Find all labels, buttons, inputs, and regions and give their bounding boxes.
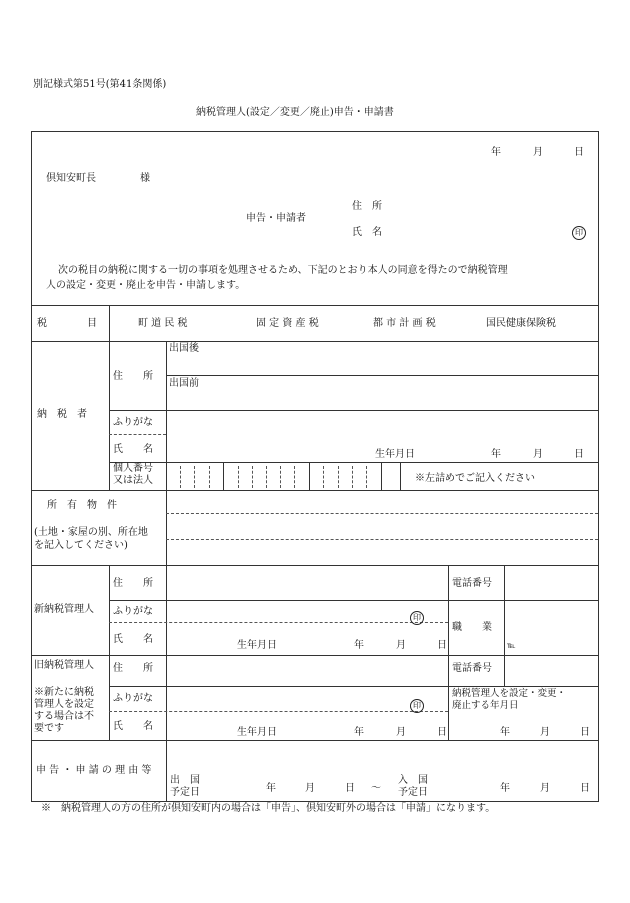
id-group-divider bbox=[223, 462, 224, 490]
departure-label-1: 出 国 bbox=[170, 775, 200, 786]
form-number: 別記様式第51号(第41条関係) bbox=[33, 79, 167, 90]
old-manager-phone-label: 電話番号 bbox=[452, 663, 492, 674]
taxpayer-id-note: ※左詰めでご記入ください bbox=[415, 473, 535, 484]
id-digit-divider bbox=[266, 466, 267, 488]
rule-taxpayer-top bbox=[31, 341, 599, 342]
id-digit-divider bbox=[352, 466, 353, 488]
taxpayer-address-label: 住 所 bbox=[113, 371, 153, 382]
property-write-line[interactable] bbox=[166, 513, 598, 514]
old-manager-note-1: ※新たに納税 bbox=[34, 687, 94, 698]
entry-day: 日 bbox=[580, 783, 590, 794]
old-manager-note-3: する場合は不 bbox=[34, 711, 94, 722]
old-manager-address-label: 住 所 bbox=[113, 663, 153, 674]
applicant-label: 申告・申請者 bbox=[246, 213, 306, 224]
entry-month: 月 bbox=[540, 783, 550, 794]
new-manager-birth-year: 年 bbox=[354, 640, 364, 651]
taxpayer-label: 納 税 者 bbox=[37, 409, 87, 420]
taxpayer-birth-month: 月 bbox=[533, 449, 543, 460]
rule-property-label-col bbox=[166, 490, 167, 565]
frame-left bbox=[31, 131, 32, 802]
old-manager-label: 旧納税管理人 bbox=[34, 660, 94, 671]
taxpayer-name-label: 氏 名 bbox=[113, 444, 153, 455]
rule-new-manager-field-col bbox=[166, 565, 167, 655]
form-title: 納税管理人(設定／変更／廃止)申告・申請書 bbox=[196, 107, 394, 118]
taxpayer-id-label-1: 個人番号 bbox=[113, 463, 153, 474]
rule-reason-label-col bbox=[166, 740, 167, 801]
change-date-day: 日 bbox=[580, 727, 590, 738]
rule-taxpayer-address-mid bbox=[166, 375, 599, 376]
taxpayer-birth-year: 年 bbox=[491, 449, 501, 460]
old-manager-birth-month: 月 bbox=[396, 727, 406, 738]
departure-day: 日 bbox=[345, 783, 355, 794]
old-manager-birth-label: 生年月日 bbox=[237, 727, 277, 738]
taxpayer-birth-label: 生年月日 bbox=[375, 449, 415, 460]
new-manager-birth-day: 日 bbox=[437, 640, 447, 651]
date-year: 年 bbox=[491, 147, 501, 158]
date-day: 日 bbox=[574, 147, 584, 158]
departure-year: 年 bbox=[266, 783, 276, 794]
id-digit-divider bbox=[294, 466, 295, 488]
addressee-honorific: 様 bbox=[140, 173, 150, 184]
new-manager-birth-label: 生年月日 bbox=[237, 640, 277, 651]
taxpayer-birth-day: 日 bbox=[574, 449, 584, 460]
id-digit-divider bbox=[252, 466, 253, 488]
rule-old-manager-phone-col bbox=[504, 655, 505, 686]
old-manager-change-label-1: 納税管理人を設定・変更・ bbox=[452, 688, 567, 699]
old-manager-name-label: 氏 名 bbox=[113, 721, 153, 732]
tax-items-label: 税 目 bbox=[37, 318, 97, 329]
rule-taxpayer-label-col bbox=[109, 341, 110, 490]
rule-taxpayer-field-col bbox=[166, 341, 167, 490]
change-date-month: 月 bbox=[540, 727, 550, 738]
rule-new-manager-right-col bbox=[448, 565, 449, 655]
taxpayer-before-departure: 出国前 bbox=[169, 378, 199, 389]
id-digit-divider bbox=[194, 466, 195, 488]
old-manager-seal: 印 bbox=[410, 699, 424, 713]
date-month: 月 bbox=[533, 147, 543, 158]
tax-item-health-insurance: 国民健康保険税 bbox=[486, 318, 556, 329]
id-group-divider bbox=[400, 462, 401, 490]
old-manager-birth-year: 年 bbox=[354, 727, 364, 738]
applicant-seal: 印 bbox=[572, 226, 586, 240]
id-group-divider bbox=[381, 462, 382, 490]
tax-item-resident: 町 道 民 税 bbox=[138, 318, 188, 329]
addressee: 倶知安町長 bbox=[46, 173, 96, 184]
statement-line-1: 次の税目の納税に関する一切の事項を処理させるため、下記のとおり本人の同意を得たので納税管理 bbox=[58, 265, 508, 276]
taxpayer-after-departure: 出国後 bbox=[169, 343, 199, 354]
new-manager-furigana-label: ふりがな bbox=[113, 606, 153, 617]
new-manager-occupation-label: 職 業 bbox=[452, 622, 492, 633]
rule-tax-items-divider bbox=[109, 305, 110, 341]
id-digit-divider bbox=[323, 466, 324, 488]
rule-new-manager-top bbox=[31, 565, 599, 566]
date-range-tilde: ～ bbox=[371, 783, 381, 794]
new-manager-birth-month: 月 bbox=[396, 640, 406, 651]
rule-old-manager-right-col bbox=[448, 655, 449, 740]
applicant-name-label: 氏 名 bbox=[352, 227, 382, 238]
old-manager-note-2: 管理人を設定 bbox=[34, 699, 94, 710]
departure-month: 月 bbox=[305, 783, 315, 794]
old-manager-change-label-2: 廃止する年月日 bbox=[452, 700, 519, 711]
id-digit-divider bbox=[209, 466, 210, 488]
rule-taxpayer-id-top bbox=[109, 462, 599, 463]
entry-year: 年 bbox=[500, 783, 510, 794]
tax-item-city-planning: 都 市 計 画 税 bbox=[373, 318, 436, 329]
rule-reason-top bbox=[31, 740, 599, 741]
entry-label-2: 予定日 bbox=[398, 787, 428, 798]
id-group-divider bbox=[309, 462, 310, 490]
tax-item-property: 固 定 資 産 税 bbox=[256, 318, 319, 329]
rule-old-manager-label-col bbox=[109, 655, 110, 740]
id-digit-divider bbox=[338, 466, 339, 488]
rule-old-manager-top bbox=[31, 655, 599, 656]
id-digit-divider bbox=[366, 466, 367, 488]
old-manager-furigana-divider bbox=[109, 711, 448, 712]
new-manager-name-label: 氏 名 bbox=[113, 634, 153, 645]
new-manager-label: 新納税管理人 bbox=[34, 604, 94, 615]
id-digit-divider bbox=[180, 466, 181, 488]
new-manager-address-label: 住 所 bbox=[113, 578, 153, 589]
property-write-line[interactable] bbox=[166, 539, 598, 540]
new-manager-furigana-divider bbox=[109, 622, 448, 623]
id-digit-divider bbox=[238, 466, 239, 488]
rule-taxpayer-name-top bbox=[109, 410, 599, 411]
old-manager-birth-day: 日 bbox=[437, 727, 447, 738]
frame-right bbox=[598, 131, 599, 802]
id-digit-divider bbox=[280, 466, 281, 488]
footer-note: ※ 納税管理人の方の住所が倶知安町内の場合は「申告」、倶知安町外の場合は「申請」になります。 bbox=[41, 803, 496, 814]
old-manager-note-4: 要です bbox=[34, 723, 64, 734]
taxpayer-furigana-divider bbox=[109, 434, 166, 435]
frame-bottom bbox=[31, 801, 599, 802]
rule-tax-items-top bbox=[31, 305, 599, 306]
reason-label: 申 告 ・ 申 請 の 理 由 等 bbox=[36, 765, 152, 776]
taxpayer-id-label-2: 又は法人 bbox=[113, 475, 153, 486]
entry-label-1: 入 国 bbox=[398, 775, 428, 786]
frame-top bbox=[31, 131, 599, 132]
taxpayer-furigana-label: ふりがな bbox=[113, 417, 153, 428]
rule-old-manager-field-col bbox=[166, 655, 167, 740]
rule-new-manager-address-bottom bbox=[109, 600, 599, 601]
telephone-icon: ℡ bbox=[507, 641, 516, 650]
rule-old-manager-address-bottom bbox=[109, 686, 599, 687]
old-manager-furigana-label: ふりがな bbox=[113, 693, 153, 704]
rule-new-manager-label-col bbox=[109, 565, 110, 655]
property-note-2: を記入してください) bbox=[34, 540, 128, 551]
new-manager-phone-label: 電話番号 bbox=[452, 578, 492, 589]
property-label: 所 有 物 件 bbox=[47, 500, 117, 511]
statement-line-2: 人の設定・変更・廃止を申告・申請します。 bbox=[46, 280, 246, 291]
new-manager-seal: 印 bbox=[410, 611, 424, 625]
applicant-address-label: 住 所 bbox=[352, 201, 382, 212]
departure-label-2: 予定日 bbox=[170, 787, 200, 798]
property-note-1: (土地・家屋の別、所在地 bbox=[34, 527, 148, 538]
rule-property-top bbox=[31, 490, 599, 491]
rule-new-manager-phone-col bbox=[504, 565, 505, 655]
change-date-year: 年 bbox=[500, 727, 510, 738]
